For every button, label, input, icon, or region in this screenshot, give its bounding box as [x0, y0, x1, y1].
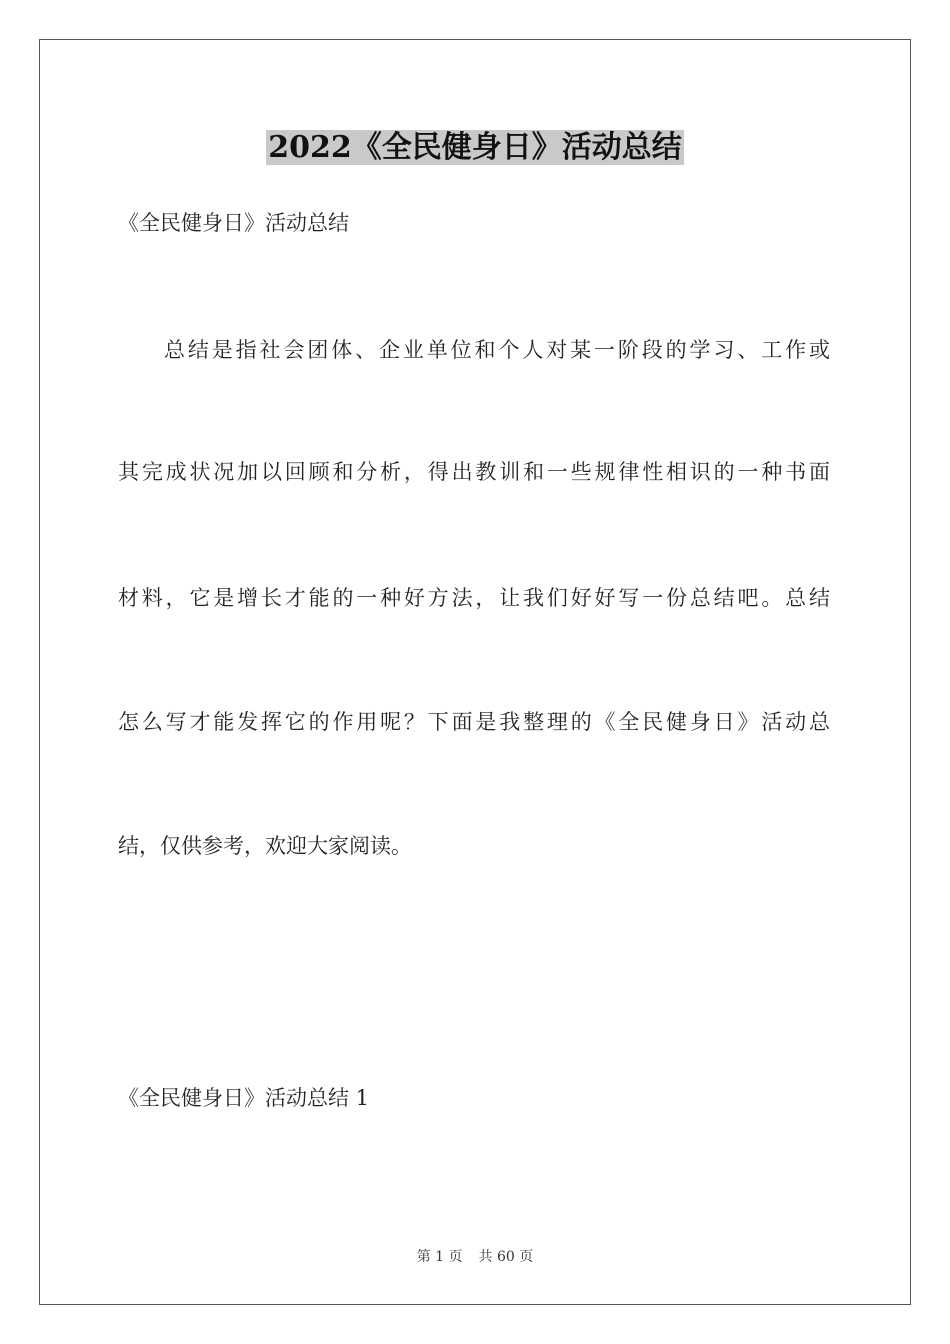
paragraph-line-1: 总结是指社会团体、企业单位和个人对某一阶段的学习、工作或 [164, 338, 830, 362]
paragraph-line-4: 怎么写才能发挥它的作用呢？下面是我整理的《全民健身日》活动总 [118, 710, 830, 734]
page-number: 第 1 页 [416, 1249, 463, 1265]
document-subtitle: 《全民健身日》活动总结 [118, 211, 349, 235]
page-footer [0, 1247, 950, 1267]
paragraph-line-3: 材料，它是增长才能的一种好方法，让我们好好写一份总结吧。总结 [118, 586, 830, 610]
paragraph-line-5: 结，仅供参考，欢迎大家阅读。 [118, 834, 412, 858]
paragraph-line-2: 其完成状况加以回顾和分析，得出教训和一些规律性相识的一种书面 [118, 460, 830, 484]
document-title-text: 2022《全民健身日》活动总结 [268, 130, 682, 165]
page-total: 共 60 页 [478, 1249, 534, 1265]
section-heading: 《全民健身日》活动总结 1 [118, 1086, 370, 1110]
document-title [0, 126, 950, 170]
